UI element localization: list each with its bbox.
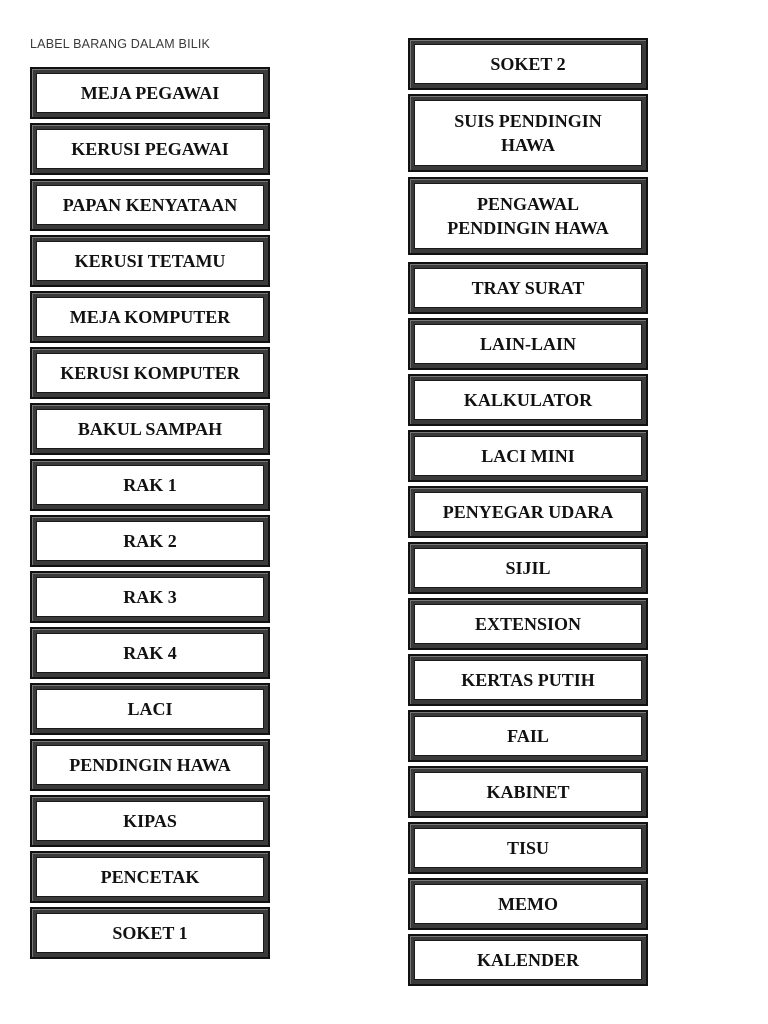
label-card [30, 235, 270, 287]
label-text: RAK 4 [36, 633, 264, 673]
label-text: LAIN-LAIN [414, 324, 642, 364]
label-text: MEJA KOMPUTER [36, 297, 264, 337]
label-text: PENDINGIN HAWA [36, 745, 264, 785]
label-card [408, 598, 648, 650]
label-card [30, 123, 270, 175]
label-text: KIPAS [36, 801, 264, 841]
label-card [408, 374, 648, 426]
label-card [30, 515, 270, 567]
label-text: KERUSI PEGAWAI [36, 129, 264, 169]
label-card [408, 934, 648, 986]
label-card [408, 486, 648, 538]
label-card [408, 878, 648, 930]
label-card [408, 766, 648, 818]
label-card [30, 291, 270, 343]
label-card [30, 627, 270, 679]
label-text: PENYEGAR UDARA [414, 492, 642, 532]
label-card [408, 822, 648, 874]
label-text: TISU [414, 828, 642, 868]
label-card [408, 318, 648, 370]
label-text: LACI MINI [414, 436, 642, 476]
label-text: KALKULATOR [414, 380, 642, 420]
label-text: FAIL [414, 716, 642, 756]
label-text: KERUSI KOMPUTER [36, 353, 264, 393]
label-card [408, 177, 648, 255]
label-card [30, 739, 270, 791]
label-text: PENGAWAL PENDINGIN HAWA [414, 183, 642, 249]
label-card [30, 179, 270, 231]
label-card [30, 795, 270, 847]
label-text: SIJIL [414, 548, 642, 588]
label-text: SOKET 2 [414, 44, 642, 84]
label-text: RAK 2 [36, 521, 264, 561]
label-card [408, 654, 648, 706]
label-text: BAKUL SAMPAH [36, 409, 264, 449]
label-text: PAPAN KENYATAAN [36, 185, 264, 225]
label-text: SUIS PENDINGIN HAWA [414, 100, 642, 166]
page-title: LABEL BARANG DALAM BILIK [30, 37, 211, 51]
label-card [408, 542, 648, 594]
label-card [408, 710, 648, 762]
label-text: TRAY SURAT [414, 268, 642, 308]
label-card [408, 262, 648, 314]
label-card [30, 851, 270, 903]
label-text: MEMO [414, 884, 642, 924]
label-card [30, 403, 270, 455]
label-text: RAK 1 [36, 465, 264, 505]
label-card [30, 347, 270, 399]
label-card [408, 94, 648, 172]
label-text: KABINET [414, 772, 642, 812]
label-text: KALENDER [414, 940, 642, 980]
label-text: LACI [36, 689, 264, 729]
label-text: SOKET 1 [36, 913, 264, 953]
label-card [30, 907, 270, 959]
label-card [30, 683, 270, 735]
label-text: RAK 3 [36, 577, 264, 617]
label-card [30, 459, 270, 511]
label-card [30, 571, 270, 623]
label-text: EXTENSION [414, 604, 642, 644]
label-card [408, 430, 648, 482]
label-text: MEJA PEGAWAI [36, 73, 264, 113]
label-text: KERTAS PUTIH [414, 660, 642, 700]
label-text: KERUSI TETAMU [36, 241, 264, 281]
label-card [30, 67, 270, 119]
label-text: PENCETAK [36, 857, 264, 897]
label-card [408, 38, 648, 90]
